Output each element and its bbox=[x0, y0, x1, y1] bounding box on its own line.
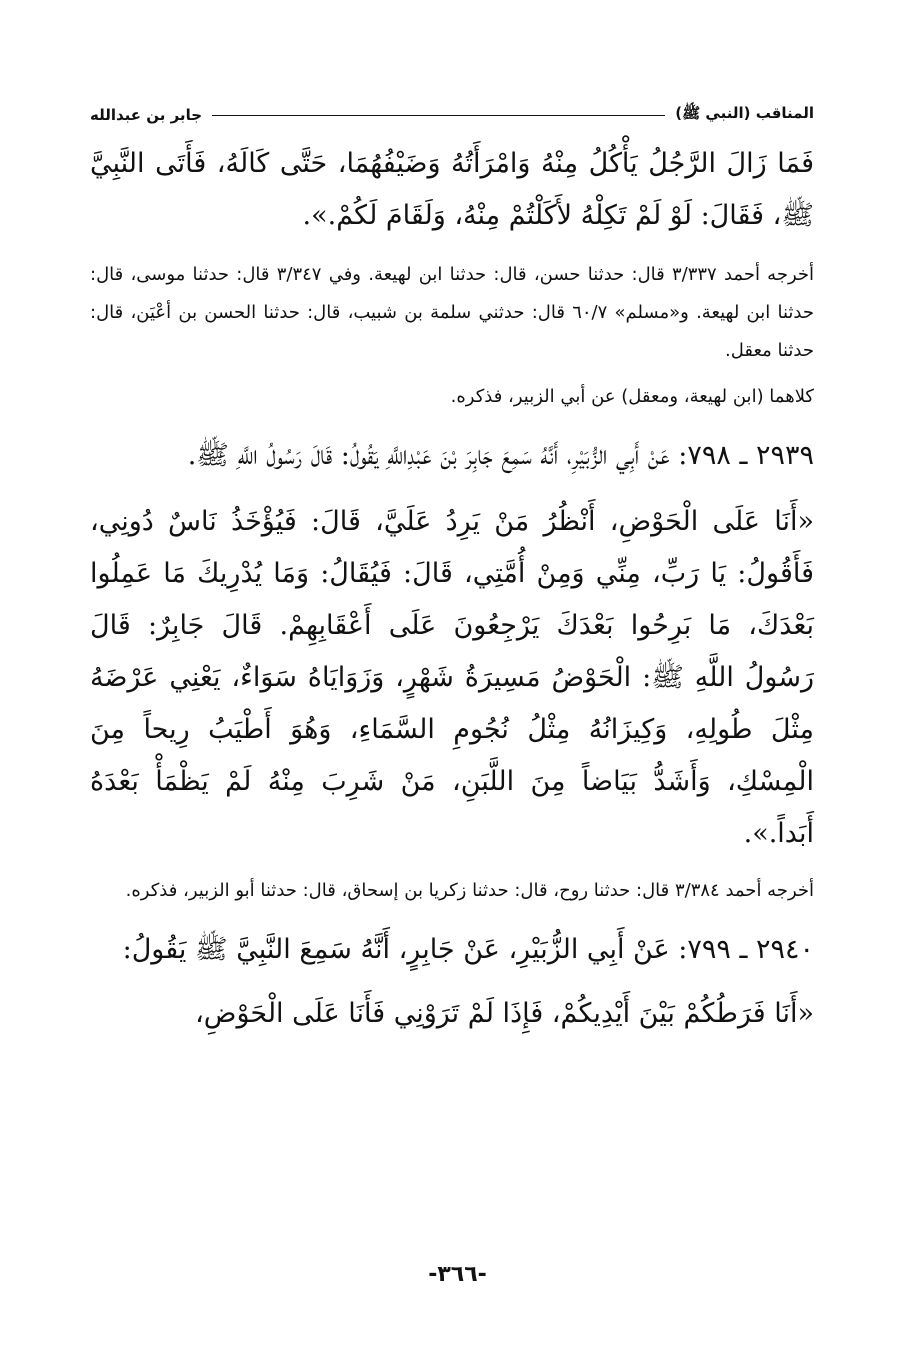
hadith-2940-text: «أَنَا فَرَطُكُمْ بَيْنَ أَيْدِيكُمْ، فَإِذَا لَمْ تَرَوْنِي فَأَنَا عَلَى الْحَوْضِ، bbox=[195, 998, 814, 1029]
page-number: -٣٦٦- bbox=[428, 1262, 487, 1287]
hadith-2940-heading: ٢٩٤٠ ـ ٧٩٩: عَنْ أَبِي الزُّبَيْرِ، عَنْ جَابِرٍ، أَنَّهُ سَمِعَ النَّبِيَّ ﷺ يَقُولُ: bbox=[122, 934, 814, 965]
running-header bbox=[90, 100, 814, 130]
header-companion-name: جابر بن عبدالله bbox=[90, 106, 203, 124]
hadith-2939-text: «أَنَا عَلَى الْحَوْضِ، أَنْظُرُ مَنْ يَرِدُ عَلَيَّ، قَالَ: فَيُؤْخَذُ نَاسٌ دُونِي، فَأَقُولُ: يَا رَبِّ، مِنِّي وَمِنْ أُمَّتِي، قَالَ: فَيُقَالُ: وَمَا يُدْرِيكَ مَا عَمِلُوا بَعْدَكَ، مَا بَرِحُوا بَعْدَكَ يَرْجِعُونَ عَلَى أَعْقَابِهِمْ. قَالَ جَابِرٌ: قَالَ رَسُولُ اللَّهِ ﷺ: الْحَوْضُ مَسِيرَةُ شَهْرٍ، وَزَوَايَاهُ سَوَاءٌ، يَعْنِي عَرْضَهُ مِثْلَ طُولِهِ، وَكِيزَانُهُ مِثْلُ نُجُومِ السَّمَاءِ، وَهُوَ أَطْيَبُ رِيحاً مِنَ الْمِسْكِ، وَأَشَدُّ بَيَاضاً مِنَ اللَّبَنِ، مَنْ شَرِبَ مِنْهُ لَمْ يَظْمَأْ بَعْدَهُ أَبَداً.». bbox=[90, 506, 814, 849]
takhrij-note: أخرجه أحمد ٣/٣٨٤ قال: حدثنا روح، قال: حدثنا زكريا بن إسحاق، قال: حدثنا أبو الزبير، فذكره. bbox=[125, 880, 814, 901]
book-page bbox=[90, 100, 814, 1040]
takhrij-note: كلاهما (ابن لهيعة، ومعقل) عن أبي الزبير، فذكره. bbox=[450, 386, 814, 407]
header-rule bbox=[212, 115, 665, 116]
takhrij-note: أخرجه أحمد ٣/٣٣٧ قال: حدثنا حسن، قال: حدثنا ابن لهيعة. وفي ٣/٣٤٧ قال: حدثنا موسى، قال: حدثنا ابن لهيعة. و«مسلم» ٦٠/٧ قال: حدثني سلمة بن شبيب، قال: حدثنا الحسن بن أعْيَن، قال: حدثنا معقل. bbox=[90, 264, 815, 361]
header-section-title: المناقب (النبي ﷺ) bbox=[675, 104, 814, 122]
hadith-continuation: فَمَا زَالَ الرَّجُلُ يَأْكُلُ مِنْهُ وَامْرَأَتُهُ وَضَيْفُهُمَا، حَتَّى كَالَهُ، فَأَتَى النَّبِيَّ ﷺ، فَقَالَ: لَوْ لَمْ تَكِلْهُ لأَكَلْتُمْ مِنْهُ، وَلَقَامَ لَكُمْ.». bbox=[90, 148, 814, 231]
hadith-2939-heading: ٢٩٣٩ ـ ٧٩٨: عَنْ أَبِي الزُّبَيْرِ، أَنَّهُ سَمِعَ جَابِرَ بْنَ عَبْدِاللَّهِ يَقُولُ: قَالَ رَسُولُ اللَّهِ ﷺ. bbox=[187, 440, 814, 471]
